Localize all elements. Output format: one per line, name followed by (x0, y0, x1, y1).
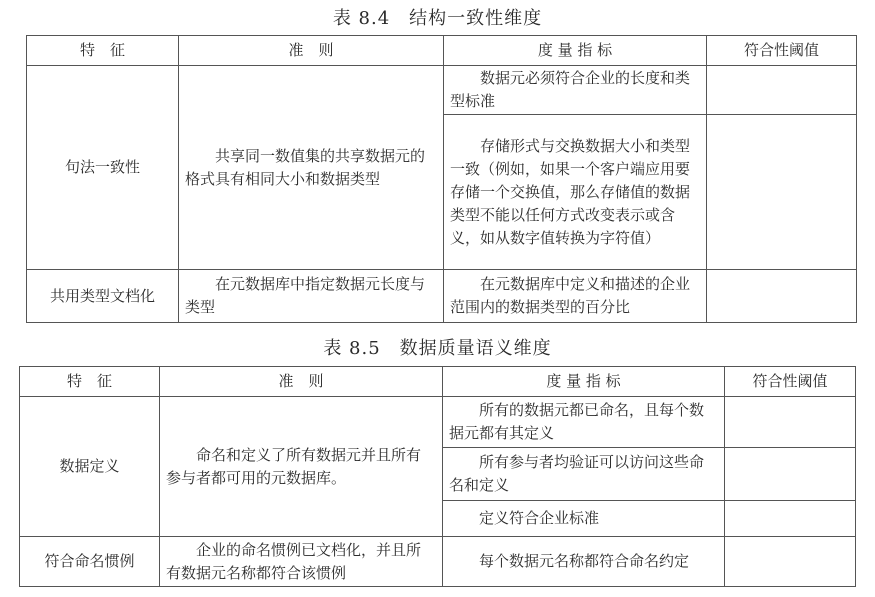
rule-cell: 在元数据库中指定数据元长度与类型 (179, 270, 444, 323)
header-rule: 准 则 (160, 367, 443, 397)
header-threshold: 符合性阈值 (707, 36, 857, 66)
metric-cell: 数据元必须符合企业的长度和类型标准 (444, 66, 707, 115)
threshold-cell (725, 397, 856, 448)
table-8-5-title: 表 8.5 数据质量语义维度 (323, 338, 552, 359)
header-rule: 准 则 (179, 36, 444, 66)
feature-cell: 数据定义 (20, 397, 160, 537)
metric-cell: 在元数据库中定义和描述的企业范围内的数据类型的百分比 (444, 270, 707, 323)
threshold-cell (707, 270, 857, 323)
table-header-row (27, 36, 857, 66)
header-feature: 特 征 (20, 367, 160, 397)
metric-cell: 所有参与者均验证可以访问这些命名和定义 (443, 448, 725, 501)
header-metric: 度 量 指 标 (443, 367, 725, 397)
table-row (27, 66, 857, 115)
table-header-row (20, 367, 856, 397)
semantic-dimension-table (19, 366, 856, 587)
rule-cell: 共享同一数值集的共享数据元的格式具有相同大小和数据类型 (179, 66, 444, 270)
header-feature: 特 征 (27, 36, 179, 66)
metric-cell: 所有的数据元都已命名，且每个数据元都有其定义 (443, 397, 725, 448)
table-row (27, 270, 857, 323)
table-row (20, 537, 856, 587)
threshold-cell (725, 537, 856, 587)
metric-cell: 存储形式与交换数据大小和类型一致（例如，如果一个客户端应用要存储一个交换值，那么存储值的数据类型不能以任何方式改变表示或含义，如从数字值转换为字符值） (444, 115, 707, 270)
table-8-4-title: 表 8.4 结构一致性维度 (332, 8, 543, 29)
metric-cell: 每个数据元名称都符合命名约定 (443, 537, 725, 587)
threshold-cell (707, 66, 857, 115)
rule-cell: 命名和定义了所有数据元并且所有参与者都可用的元数据库。 (160, 397, 443, 537)
table-row (20, 397, 856, 448)
header-threshold: 符合性阈值 (725, 367, 856, 397)
header-metric: 度 量 指 标 (444, 36, 707, 66)
rule-cell: 企业的命名惯例已文档化，并且所有数据元名称都符合该惯例 (160, 537, 443, 587)
threshold-cell (725, 448, 856, 501)
threshold-cell (707, 115, 857, 270)
structural-consistency-table (26, 35, 857, 323)
feature-cell: 共用类型文档化 (27, 270, 179, 323)
threshold-cell (725, 501, 856, 537)
metric-cell: 定义符合企业标准 (443, 501, 725, 537)
feature-cell: 句法一致性 (27, 66, 179, 270)
feature-cell: 符合命名惯例 (20, 537, 160, 587)
